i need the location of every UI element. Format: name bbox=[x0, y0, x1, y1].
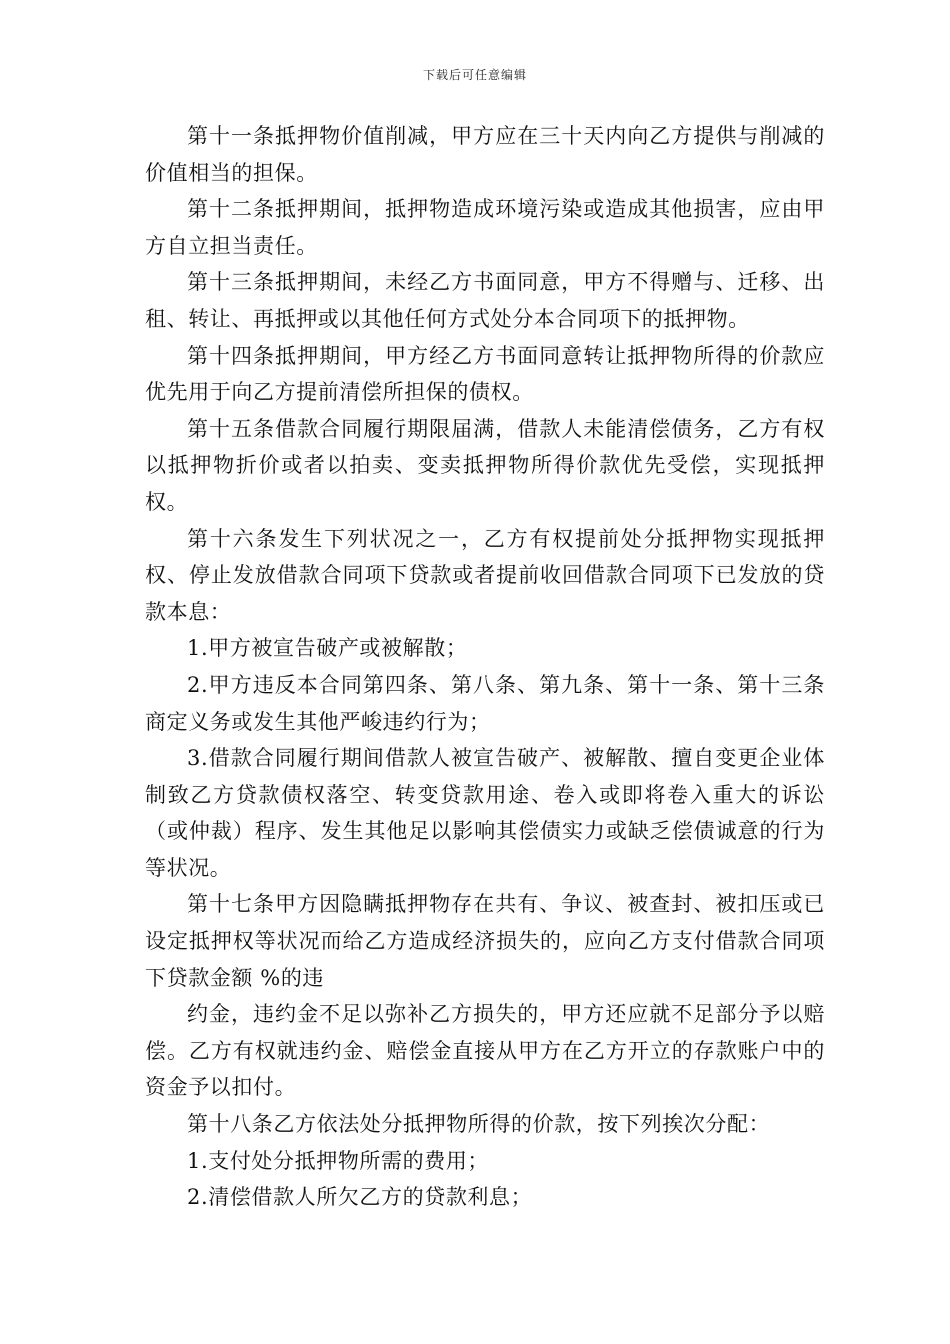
clause-17-continued: 约金，违约金不足以弥补乙方损失的，甲方还应就不足部分予以赔偿。乙方有权就违约金、赔偿金直接从甲方在乙方开立的存款账户中的资金予以扣付。 bbox=[145, 1002, 825, 1100]
clause-13: 第十三条抵押期间，未经乙方书面同意，甲方不得赠与、迁移、出租、转让、再抵押或以其他任何方式处分本合同项下的抵押物。 bbox=[145, 270, 825, 331]
clause-18-item-2: 2.清偿借款人所欠乙方的贷款利息； bbox=[187, 1185, 533, 1210]
clause-16: 第十六条发生下列状况之一，乙方有权提前处分抵押物实现抵押权、停止发放借款合同项下贷款或者提前收回借款合同项下已发放的贷款本息： bbox=[145, 526, 825, 624]
clause-11: 第十一条抵押物价值削减，甲方应在三十天内向乙方提供与削减的价值相当的担保。 bbox=[145, 124, 825, 185]
clause-16-item-1: 1.甲方被宣告破产或被解散； bbox=[187, 636, 468, 661]
clause-17: 第十七条甲方因隐瞒抵押物存在共有、争议、被查封、被扣压或已设定抵押权等状况而给乙方造成经济损失的，应向乙方支付借款合同项下贷款金额 %的违 bbox=[145, 892, 825, 990]
clause-14: 第十四条抵押期间，甲方经乙方书面同意转让抵押物所得的价款应优先用于向乙方提前清偿所担保的债权。 bbox=[145, 343, 825, 405]
clause-16-item-3: 3.借款合同履行期间借款人被宣告破产、被解散、擅自变更企业体制致乙方贷款债权落空、转变贷款用途、卷入或即将卷入重大的诉讼（或仲裁）程序、发生其他足以影响其偿债实力或缺乏偿债诚意的行为等状况。 bbox=[145, 746, 825, 880]
clause-16-item-2: 2.甲方违反本合同第四条、第八条、第九条、第十一条、第十三条商定义务或发生其他严峻违约行为； bbox=[145, 672, 825, 734]
clause-15: 第十五条借款合同履行期限届满，借款人未能清偿债务，乙方有权以抵押物折价或者以拍卖、变卖抵押物所得价款优先受偿，实现抵押权。 bbox=[145, 416, 825, 514]
clause-18: 第十八条乙方依法处分抵押物所得的价款，按下列挨次分配： bbox=[187, 1112, 771, 1137]
header-note: 下载后可任意编辑 bbox=[422, 68, 527, 82]
document-body bbox=[145, 118, 825, 1216]
clause-18-item-1: 1.支付处分抵押物所需的费用； bbox=[187, 1148, 490, 1173]
clause-12: 第十二条抵押期间，抵押物造成环境污染或造成其他损害，应由甲方自立担当责任。 bbox=[145, 197, 825, 258]
